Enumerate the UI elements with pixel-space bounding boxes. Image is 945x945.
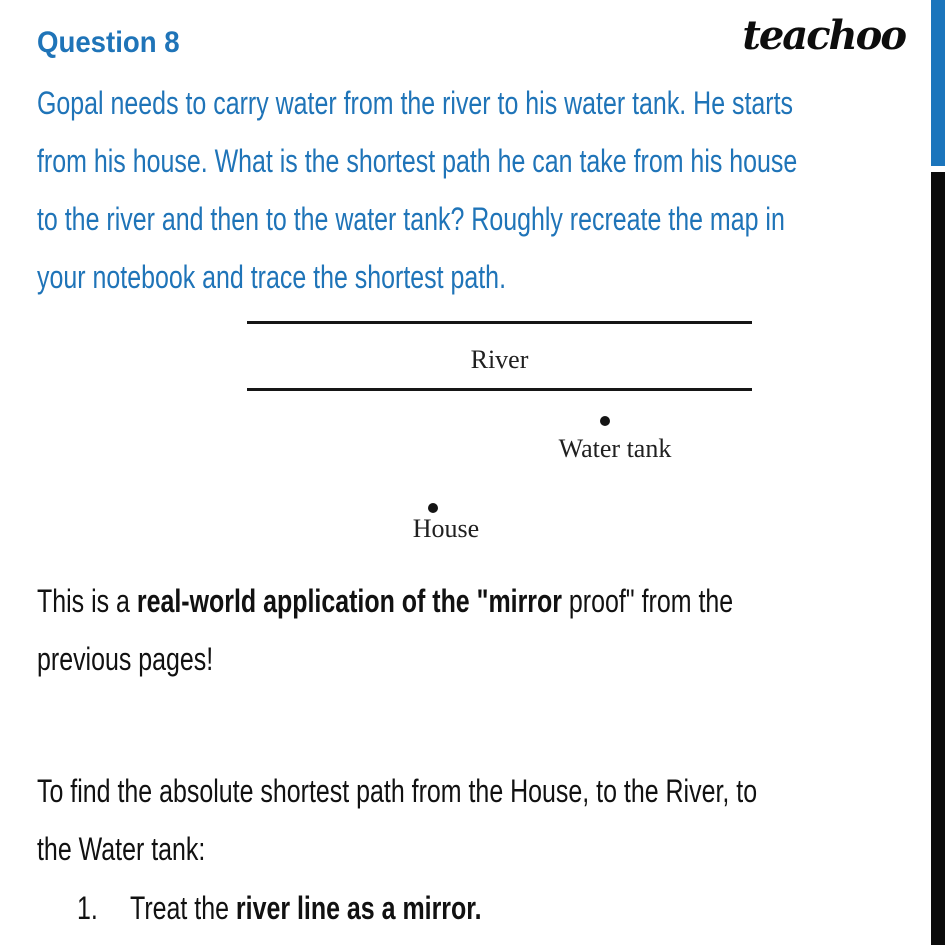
- water-tank-dot: [600, 416, 610, 426]
- question-line: Gopal needs to carry water from the river to his water tank. He starts: [37, 85, 794, 121]
- step-1-pre: Treat the: [130, 890, 236, 926]
- mirror-note-line-1: [37, 572, 745, 630]
- mirror-note-pre: This is a: [37, 583, 137, 619]
- house-dot: [428, 503, 438, 513]
- question-line: from his house. What is the shortest path he can take from his house: [37, 143, 798, 179]
- question-line: your notebook and trace the shortest path.: [37, 259, 506, 295]
- mirror-note-paragraph: [37, 572, 945, 688]
- mirror-note-bold: real-world application of the "mirror: [136, 583, 562, 619]
- mirror-note-post: proof" from the: [561, 583, 734, 619]
- step-1-bold: river line as a mirror.: [235, 890, 482, 926]
- house-label: House: [412, 514, 480, 543]
- water-tank-label: Water tank: [558, 434, 672, 463]
- steps-intro-line-1: To find the absolute shortest path from the House, to the River, to: [37, 773, 758, 809]
- page-title: Question 8: [37, 26, 180, 59]
- teachoo-logo: teachoo: [742, 12, 905, 59]
- question-line: to the river and then to the water tank? Roughly recreate the map in: [37, 201, 785, 237]
- steps-intro-line-2: the Water tank:: [37, 831, 206, 867]
- river-label: River: [470, 345, 529, 374]
- step-1-number: 1.: [77, 890, 98, 926]
- steps-intro-paragraph: [37, 762, 945, 878]
- river-bank-line-top: [247, 321, 752, 324]
- river-bank-line-bottom: [247, 388, 752, 391]
- mirror-note-line-2: previous pages!: [37, 641, 214, 677]
- step-1-list-item: [77, 879, 482, 937]
